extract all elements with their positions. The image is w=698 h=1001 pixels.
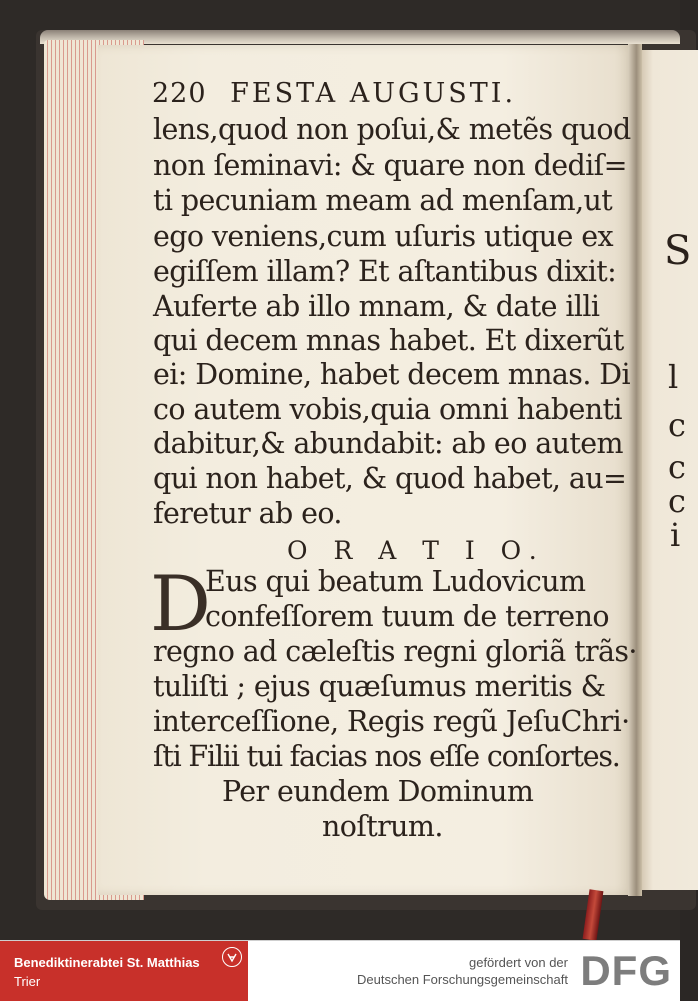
running-header xyxy=(152,78,516,109)
text-line: lens,quod non poſui,& metẽs quod xyxy=(153,113,631,146)
text-line: ſti Filii tui facias nos eſſe conſortes. xyxy=(153,740,620,773)
text-line: co autem vobis,quia omni habenti xyxy=(153,393,622,426)
facing-page-glyph: c xyxy=(668,406,686,444)
running-title: FESTA AUGUSTI. xyxy=(230,78,517,109)
funder-prefix: gefördert von der xyxy=(468,955,568,970)
institution-city: Trier xyxy=(14,974,41,989)
text-line: qui non habet, & quod habet, au= xyxy=(153,462,627,495)
text-line: ei: Domine, habet decem mnas. Di xyxy=(153,358,631,391)
drop-cap: D xyxy=(150,559,211,648)
text-line: egiſſem illam? Et aſtantibus dixit: xyxy=(153,255,617,288)
facing-page-glyph: i xyxy=(670,516,681,554)
text-line: feretur ab eo. xyxy=(153,497,342,530)
text-line: non ſeminavi: & quare non dediſ= xyxy=(153,149,627,182)
page-number: 220 xyxy=(152,78,207,109)
facing-page-glyph: l xyxy=(668,358,679,396)
funder-name: Deutschen Forschungsgemeinschaft xyxy=(356,972,568,987)
text-line: dabitur,& abundabit: ab eo autem xyxy=(153,427,623,460)
institution-name: Benediktinerabtei St. Matthias xyxy=(14,955,200,970)
text-line: noſtrum. xyxy=(322,810,443,843)
text-line: Per eundem Dominum xyxy=(222,775,534,808)
text-line: tuliſti ; ejus quæſumus meritis & xyxy=(153,670,606,703)
text-line: Eus qui beatum Ludovicum xyxy=(205,565,586,598)
institution-banner[interactable] xyxy=(0,941,248,1001)
text-line: interceſſione, Regis regũ JeſuChri· xyxy=(153,705,630,738)
abbey-emblem-icon xyxy=(222,947,242,967)
facing-page-glyph: c xyxy=(668,482,686,520)
section-heading: O R A T I O. xyxy=(287,536,546,565)
text-line: regno ad cæleſtis regni gloriã trãs· xyxy=(153,635,637,668)
text-line: confeſſorem tuum de terreno xyxy=(205,600,609,633)
footer-bar xyxy=(0,940,680,1001)
text-line: ego veniens,cum uſuris utique ex xyxy=(153,220,613,253)
text-line: qui decem mnas habet. Et dixerũt xyxy=(153,324,624,357)
text-line: Auferte ab illo mnam, & date illi xyxy=(153,290,600,323)
dfg-logo-icon[interactable]: DFG xyxy=(580,947,672,994)
facing-page-glyph: S xyxy=(664,228,692,274)
facing-page-glyph: c xyxy=(668,448,686,486)
text-line: ti pecuniam meam ad menſam,ut xyxy=(153,184,613,217)
